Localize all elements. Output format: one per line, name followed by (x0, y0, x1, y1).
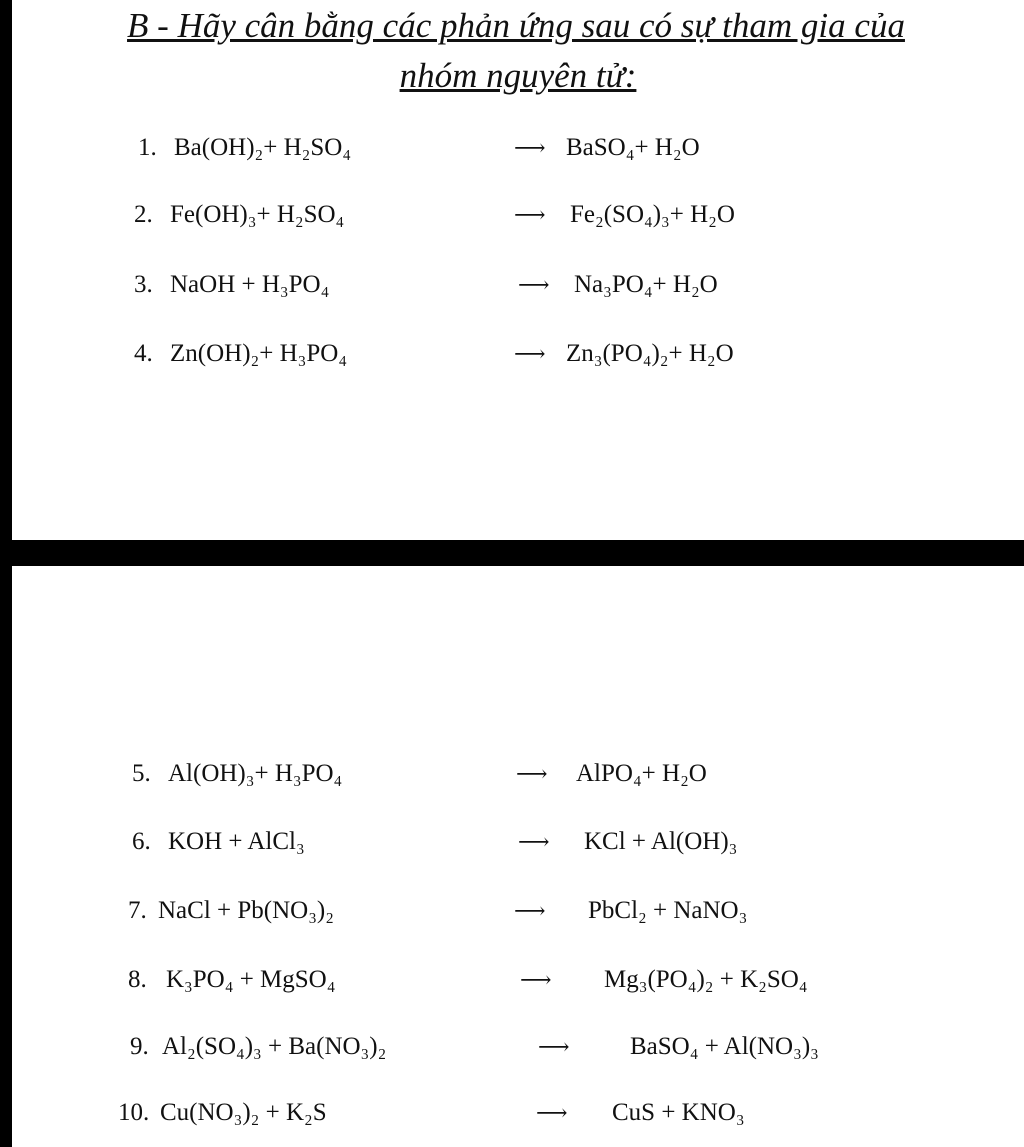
title-line-1: B - Hãy cân bằng các phản ứng sau có sự tham gia của (127, 6, 905, 45)
equation-products: BaSO₄+ H₂O (566, 134, 700, 161)
equation-number: 2. (134, 201, 153, 228)
equation-number: 3. (134, 271, 153, 298)
equation-products: KCl + Al(OH)₃ (584, 828, 738, 855)
equation-number: 10. (118, 1099, 150, 1126)
equation-reactants: Zn(OH)₂+ H₃PO₄ (170, 340, 348, 367)
equation-number: 9. (130, 1033, 149, 1060)
equation-products: AlPO₄+ H₂O (576, 760, 707, 787)
equation-3 (134, 270, 718, 300)
equation-reactants: K₃PO₄ + MgSO₄ (166, 966, 336, 993)
bottom-page-panel (12, 566, 1024, 1147)
equation-products: PbCl₂ + NaNO₃ (588, 897, 748, 924)
equation-2 (134, 200, 735, 230)
equation-reactants: Ba(OH)₂+ H₂SO₄ (174, 134, 352, 161)
reaction-arrow: ⟶ (520, 967, 552, 992)
equation-products: Na₃PO₄+ H₂O (574, 271, 718, 298)
equation-products: CuS + KNO₃ (612, 1099, 745, 1126)
equation-6 (132, 827, 738, 857)
reaction-arrow: ⟶ (516, 761, 548, 786)
equation-products: BaSO₄ + Al(NO₃)₃ (630, 1033, 819, 1060)
equation-reactants: KOH + AlCl₃ (168, 828, 305, 855)
equation-8 (128, 965, 808, 995)
equation-number: 4. (134, 340, 153, 367)
equation-5 (132, 759, 707, 789)
equation-7 (128, 896, 748, 926)
equation-4 (134, 339, 734, 369)
title-line-2: nhóm nguyên tử: (399, 56, 637, 95)
reaction-arrow: ⟶ (536, 1100, 568, 1125)
reaction-arrow: ⟶ (538, 1034, 570, 1059)
reaction-arrow: ⟶ (514, 135, 546, 160)
top-page-panel (12, 0, 1024, 540)
equation-number: 5. (132, 760, 151, 787)
equation-reactants: Al₂(SO₄)₃ + Ba(NO₃)₂ (162, 1033, 387, 1060)
reaction-arrow: ⟶ (514, 202, 546, 227)
reaction-arrow: ⟶ (514, 341, 546, 366)
equation-number: 8. (128, 966, 147, 993)
equation-reactants: NaCl + Pb(NO₃)₂ (158, 897, 334, 924)
equation-products: Zn₃(PO₄)₂+ H₂O (566, 340, 734, 367)
reaction-arrow: ⟶ (518, 829, 550, 854)
reaction-arrow: ⟶ (514, 898, 546, 923)
equation-reactants: NaOH + H₃PO₄ (170, 271, 330, 298)
equation-number: 7. (128, 897, 147, 924)
equation-1 (138, 133, 700, 163)
equation-10 (118, 1098, 745, 1128)
equation-products: Fe₂(SO₄)₃+ H₂O (570, 201, 735, 228)
equation-products: Mg₃(PO₄)₂ + K₂SO₄ (604, 966, 808, 993)
equation-reactants: Fe(OH)₃+ H₂SO₄ (170, 201, 345, 228)
equation-9 (130, 1032, 819, 1062)
equation-reactants: Cu(NO₃)₂ + K₂S (160, 1099, 327, 1126)
reaction-arrow: ⟶ (518, 272, 550, 297)
equation-reactants: Al(OH)₃+ H₃PO₄ (168, 760, 343, 787)
equation-number: 1. (138, 134, 157, 161)
equation-number: 6. (132, 828, 151, 855)
